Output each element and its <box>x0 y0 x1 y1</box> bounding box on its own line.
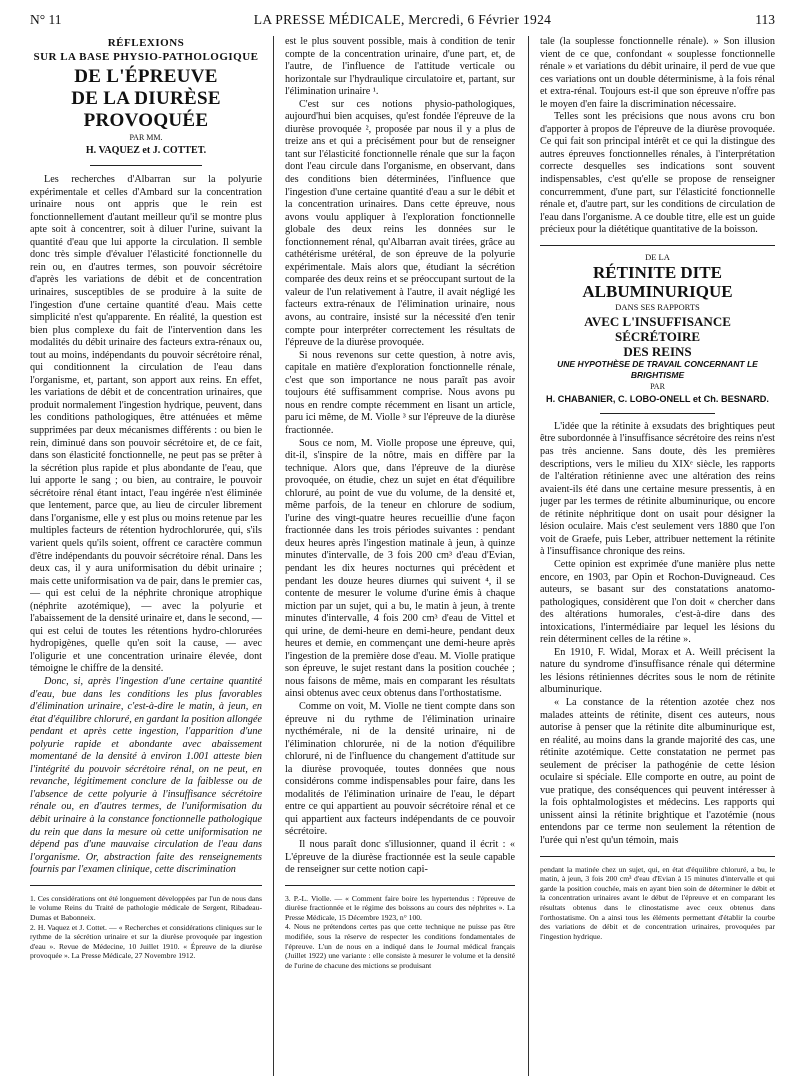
article2-title-rule <box>600 413 715 414</box>
footnote-rule-3 <box>540 856 775 857</box>
article1-par: PAR MM. <box>129 133 163 142</box>
column-separator-2 <box>528 36 529 1076</box>
col2-paragraph-2: C'est sur ces notions physio-pathologiques, aujourd'hui bien acquises, qu'est fondée l'épreuve de la diurèse provoquée ², proposée par nous il y a plus de treize ans et qui a précisément pour but de renseigner tant sur l'élasticité fonctionnelle rénale que sur la façon dont l'eau circule dans l'organisme, en observant, dans des conditions bien déterminées, l'influence que l'ingestion d'une certaine quantité d'eau a sur le débit et la concentration urinaires. Dans cette épreuve, nous avons voulu appliquer à l'exploration fonctionnelle globale des deux reins les données sur le fonctionnement rénal, qu'Albarran avait tirées, grâce au cathétérisme urétéral, de son épreuve de la polyurie expérimentale. Mais alors que, étudiant la sécrétion comparée des deux reins et se préoccupant surtout de la valeur de l'un relativement à l'autre, il avait négligé les facteurs extra-rénaux de l'élimination urinaire, nous avons, au contraire, insisté sur la nécessité d'en tenir compte pour interpréter correctement les résultats de l'épreuve de la diurèse provoquée. <box>285 98 515 349</box>
col3-paragraph-5: En 1910, F. Widal, Morax et A. Weill précisent la nature du syndrome d'insuffisance rénale qui détermine les lésions rétiniennes décrites sous le nom de rétinite albuminurique. <box>540 646 775 696</box>
article1-title-2: DE LA DIURÈSE PROVOQUÉE <box>71 88 221 131</box>
col2-paragraph-4: Sous ce nom, M. Violle propose une épreuve, qui, dit-il, s'inspire de la nôtre, mais en diffère par la technique. Alors que, dans l'épreuve de la diurèse provoquée, on étudie, chez un sujet en état d'équilibre chloruré, au point de vue du volume, de la densité et, même parfois, de la teneur en chlorure de sodium, l'urine des vingt-quatre heures recueillie d'une façon fractionnée dans les trois périodes suivantes : pendant deux heures après l'ingestion matinale à jeun, à quinze minutes d'intervalle, de 3 fois 200 cm³ d'eau d'Evian, pendant les dix heures nocturnes qui précèdent et pendant les douze heures diurnes qui suivent ⁴, il se contente de mesurer le volume d'urine émis à chaque miction par un sujet, qui a bu, le matin à jeun, à trente minutes d'intervalle, 4 fois 200 cm³ d'eau de Vittel et qui urine, de demi-heure en demi-heure, pendant deux heures et demie, en commençant une demi-heure après l'ingestion de la première dose d'eau. M. Violle pratique son épreuve, le sujet restant dans la position couchée ; nous faisons de même, mais en comparant les résultats ainsi obtenus avec ceux obtenus dans l'orthostatisme. <box>285 437 515 700</box>
issue-number: N° 11 <box>30 12 62 27</box>
col3-paragraph-4: Cette opinion est exprimée d'une manière plus nette encore, en 1903, par Opin et Rochon-Duvigneaud. Ces auteurs, se basant sur des constatations anatomo-pathologiques, considèrent que l'on doit « chercher dans des altérations humorales, c'est-à-dire dans des intoxications, l'intermédiaire par lequel les lésions du rein déterminent celles de la rétine ». <box>540 558 775 646</box>
footnote-1: 1. Ces considérations ont été longuement développées par l'un de nous dans le volume Reins du Traité de pathologie médicale de Sergent, Ribadeau-Dumas et Babonneix. <box>30 893 262 922</box>
col2-paragraph-3: Si nous revenons sur cette question, à notre avis, capitale en matière d'exploration fonctionnelle rénale, c'est que son importance ne nous paraît pas avoir toujours été suffisamment comprise. Nous avons pu nous en rendre compte récemment en lisant un article, paru ici même, de M. Violle ³ sur l'épreuve de la diurèse fractionnée. <box>285 349 515 436</box>
column-1 <box>30 36 262 1076</box>
col3-paragraph-3: L'idée que la rétinite à exsudats des brightiques peut être subordonnée à l'insuffisance sécrétoire des reins n'est pas très ancienne. Sans doute, dès les premières descriptions, vers le milieu du XIXᵉ siècle, les rapports de l'altération rétinienne avec une altération des reins avaient-ils été dans une certaine mesure pressentis, à en juger par les termes de rétinite albuminurique, ou encore de rétinite néphritique dont on usait pour désigner la lésion oculaire. Mais c'est seulement vers 1880 que l'on voit de Graefe, puis Leber, attribuer nettement la rétinite à l'insuffisance chronique des reins. <box>540 420 775 558</box>
article1-title-1: DE L'ÉPREUVE <box>74 66 218 87</box>
footnote-3: 3. P.-L. Violle. — « Comment faire boire les hypertendus : l'épreuve de diurèse fractionnée et le régime des boissons au cours des néphrites ». La Presse Médicale, 15 Décembre 1923, n° 100. <box>285 893 515 922</box>
article2-hypothesis: UNE HYPOTHÈSE DE TRAVAIL CONCERNANT LE BRIGHTISME <box>557 358 758 380</box>
article2-de-la: DE LA <box>645 251 670 262</box>
article1-paragraph-2: Donc, si, après l'ingestion d'une certaine quantité d'eau, bue dans les conditions les plus favorables d'élimination urinaire, c'est-à-dire le matin, à jeun, en état d'équilibre chloruré, en gardant la position allongée pendant et après cette ingestion, l'apparition d'une polyurie rapide et abondante avec abaissement momentané de la densité à environ 1.001 atteste bien l'intégrité du pouvoir sécrétoire rénal, on ne peut, en revanche, légitimement conclure de la faiblesse ou de l'absence de cette polyurie à l'insuffisance sécrétoire rénale ou, en d'autres termes, de l'uniformisation du débit urinaire à la constance fonctionnelle pathologique du rein que dans la mesure où cette uniformisation ne dépend pas d'une mauvaise circulation de l'eau dans l'organisme. Or, abstraction faite des renseignements fournis par l'examen clinique, cette discrimination <box>30 675 262 876</box>
footnote-4: 4. Nous ne prétendons certes pas que cette technique ne puisse pas être modifiée, sous la réserve de respecter les conditions fondamentales de l'épreuve. L'un de nous en a indiqué dans le Journal médical français (Juillet 1922) une variante : elle consiste à mesurer le volume et la densité de l'urine de chacune des mictions se produisant <box>285 922 515 970</box>
article2-authors: H. CHABANIER, C. LOBO-ONELL et Ch. BESNARD. <box>546 394 769 405</box>
column-3 <box>540 36 775 1076</box>
article2-title-1: RÉTINITE DITE ALBUMINURIQUE <box>582 263 733 302</box>
article1-title-rule <box>90 165 202 166</box>
footnote-4-continued: pendant la matinée chez un sujet, qui, en état d'équilibre chloruré, a bu, le matin, à jeun, 3 fois 200 cm³ d'eau d'Evian à 15 minutes d'intervalle et qui garde la position couchée, mais en ayant bien soin de déterminer le débit et la concentration urinaires avant le début de l'épreuve et en comparant les résultats obtenus dans le clinostatisme avec ceux obtenus dans l'orthostatisme. On a ainsi tous les éléments permettant d'établir la courbe des variations de débit et de concentration urinaires, provoquées par l'ingestion hydrique. <box>540 864 775 941</box>
article1-kicker-2: SUR LA BASE PHYSIO-PATHOLOGIQUE <box>33 51 259 63</box>
footnote-rule-2 <box>285 885 515 886</box>
column-2 <box>285 36 515 1076</box>
col2-paragraph-5: Comme on voit, M. Violle ne tient compte dans son épreuve ni du rythme de l'élimination urinaire nycthémérale, ni de la densité urinaire, ni de l'élimination chlorurée, ni de la notion d'équilibre chloruré, ni de l'influence du changement d'attitude sur la diurèse provoquée, toutes données que nous considérons comme indispensables pour faire, dans les modalités de l'élimination urinaire de l'eau, le départ entre ce qui appartient au pouvoir sécrétoire rénal et ce qui appartient aux facteurs indépendants de ce pouvoir sécrétoire. <box>285 700 515 838</box>
col2-paragraph-1: est le plus souvent possible, mais à condition de tenir compte de la concentration urinaire, d'une part, et, de l'autre, de l'influence de l'attitude verticale ou horizontale sur l'hydraulique circulatoire et, partant, sur l'élimination urinaire ¹. <box>285 36 515 98</box>
page-number: 113 <box>755 12 775 27</box>
article2-par: PAR <box>650 381 665 391</box>
footnote-rule-1 <box>30 885 262 886</box>
journal-title: LA PRESSE MÉDICALE, Mercredi, 6 Février 1924 <box>253 12 552 27</box>
col2-paragraph-6: Il nous paraît donc s'illusionner, quand il écrit : « L'épreuve de la diurèse fractionnée est la seule capable de renseigner sur cette notion capi- <box>285 839 515 876</box>
footnote-2: 2. H. Vaquez et J. Cottet. — « Recherches et considérations cliniques sur le rythme de la sécrétion urinaire et sur la diurèse provoquée par ingestion d'eau ». Revue de Médecine, 10 Juillet 1910. « Épreuve de la diurèse provoquée ». La Presse Médicale, 27 Novembre 1912. <box>30 922 262 961</box>
col3-paragraph-6: « La constance de la rétention azotée chez nos malades atteints de rétinite, disent ces auteurs, nous autorise à penser que la rétinite dite albuminurique est, en réalité, au moins dans la grande majorité des cas, une rétinite azotémique. Cette constatation ne permet pas seulement de préciser la pathogénie de cette lésion oculaire si spéciale. Elle comporte en outre, au point de vue pratique, des conséquences qui peuvent intéresser à la fois ophtalmologistes et médecins. Les rapports qui unissent ainsi la rétinite brightique et l'azotémie (nous entendons par ce terme non seulement la rétention de l'urée qui n'est qu'un témoin, mais <box>540 696 775 846</box>
col3-paragraph-1: tale (la souplesse fonctionnelle rénale). » Son illusion vient de ce que, confondant « souplesse fonctionnelle rénale » et variations du débit urinaire, il perd de vue que ces variations ont un double déterminisme, à la fois rénal et extra-rénal. Toujours est-il que son épreuve n'offre pas le moyen d'en faire la discrimination nécessaire. <box>540 36 775 110</box>
column-separator-1 <box>273 36 274 1076</box>
article2-title-3: DES REINS <box>623 343 692 359</box>
article-separator-rule <box>540 245 775 246</box>
article1-paragraph-1: Les recherches d'Albarran sur la polyurie expérimentale et celles d'Ambard sur la concentration urinaire nous ont appris que le rein est fonctionnellement d'autant meilleur qu'il se montre plus apte soit à concentrer, soit à diluer l'urine, suivant la quantité d'eau que lui apporte la circulation. Il semble donc très simple d'évaluer l'élasticité fonctionnelle du rein ou, en d'autres termes, son pouvoir sécrétoire d'après les variations de débit et de concentration urinaires, susceptibles de se produire à la suite de l'ingestion d'une certaine quantité d'eau. Mais cette simplicité n'est qu'apparente. En réalité, la question est bien plus complexe du fait de l'intervention dans les modalités du débit urinaire des facteurs extra-rénaux ou, tout au moins, indépendants du pouvoir sécrétoire rénal, qui conditionnent la circulation de l'eau dans l'organisme, et, partant, son apport aux reins. En effet, les variations de débit et de concentration urinaires, que produit normalement l'ingestion hydrique, peuvent, dans les conditions pathologiques, être atténuées et même supprimées par deux mécanismes différents : ou bien le rein, diminué dans son pouvoir sécrétoire et, de ce fait, dans son élasticité fonctionnelle, ne peut pas se prêter à la sécrétion plus rapide et plus abondante de l'eau, que lui apporte le sang ; ou bien, au contraire, le pouvoir sécrétoire rénal étant intact, l'eau ingérée n'est éliminée que lentement, parce que, au lieu de circuler librement dans l'organisme, elle y est plus ou moins retenue par les multiples facteurs de rétention hydrochlorurée, qui, s'ils varient quels qu'ils soient, offrent ce caractère commun d'être indépendants du pouvoir sécrétoire rénal. Dans les deux cas, il y aura uniformisation du débit urinaire ; mais cette uniformisation va de pair, dans le premier cas, — qui est celui de la néphrite chronique atrophique (néphrite azotémique), — avec la polyurie et l'abaissement de la densité urinaire et, dans le second, — qui est celui de toutes les rétentions hydro-chlorurées hydropigènes, quelle qu'en soit la cause, — avec l'oligurie et une concentration urinaire élevée, dont témoigne le chiffre de la densité. <box>30 174 262 675</box>
col3-paragraph-2: Telles sont les précisions que nous avons cru bon d'apporter à propos de l'épreuve de la diurèse provoquée. Ce qui fait son principal intérêt et ce qui la distingue des autres épreuves fonctionnelles rénales, à l'interprétation correcte desquelles ses indications sont souvent indispensables, c'est qu'elle se propose de renseigner concurremment, d'une part, sur l'élasticité fonctionnelle rénale et, d'autre part, sur les conditions de circulation de l'eau dans l'organisme. A ce double titre, elle est un guide précieux pour la diététique quantitative de la boisson. <box>540 111 775 236</box>
article2-title-2: AVEC L'INSUFFISANCE SÉCRÉTOIRE <box>584 313 731 344</box>
article2-dans: DANS SES RAPPORTS <box>615 302 700 313</box>
article1-kicker-1: RÉFLEXIONS <box>107 37 185 49</box>
article1-authors: H. VAQUEZ et J. COTTET. <box>85 144 207 156</box>
page-header <box>30 8 775 30</box>
